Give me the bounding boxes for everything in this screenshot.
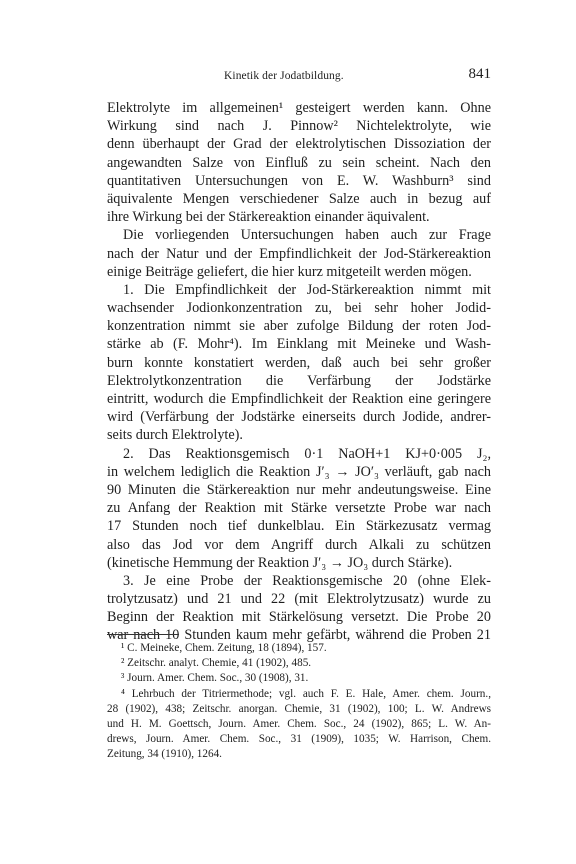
text-line: trolytzusatz) und 21 und 22 (mit Elektrolytzusatz) wurde zu [107, 591, 491, 608]
text-line: konzentration nimmt sie aber zufolge Bildung der roten Jod- [107, 318, 491, 335]
text-line: ihre Wirkung bei der Stärkereaktion einander äquivalent. [107, 209, 430, 226]
text-line: wachsender Jodionkonzentration zu, bei sehr hoher Jodid- [107, 300, 491, 317]
text-line: Die vorliegenden Untersuchungen haben auch zur Frage [123, 227, 491, 244]
text-line: äquivalente Mengen verschiedener Salze auch in bezug auf [107, 190, 491, 207]
text-line: Elektrolytkonzentration die Verfärbung der Jodstärke [107, 372, 491, 389]
text-line: in welchem lediglich die Reaktion J′₃ → JO′₃ verläuft, gab nach [107, 463, 491, 480]
page-header [107, 63, 491, 85]
text-line: also das Jod vor dem Angriff durch Alkali zu schützen [107, 536, 491, 553]
text-line: Wirkung sind nach J. Pinnow² Nichtelektrolyte, wie [107, 118, 491, 135]
text-line: wird (Verfärbung der Jodstärke einerseits durch Jodide, andrer- [107, 409, 491, 426]
text-line: 3. Je eine Probe der Reaktionsgemische 20 (ohne Elek- [123, 572, 491, 589]
footnote-line: drews, Journ. Amer. Chem. Soc., 31 (1909), 1035; W. Harrison, Chem. [107, 733, 491, 746]
footnote-line: ¹ C. Meineke, Chem. Zeitung, 18 (1894), 157. [121, 642, 327, 654]
running-title: Kinetik der Jodatbildung. [224, 70, 344, 82]
footnotes [107, 641, 491, 763]
text-line: quantitativen Untersuchungen von E. W. Washburn³ sind [107, 172, 491, 189]
text-line: (kinetische Hemmung der Reaktion J′₃ → JO₃ durch Stärke). [107, 554, 453, 571]
footnote-line: ³ Journ. Amer. Chem. Soc., 30 (1908), 31. [121, 672, 309, 685]
text-line: Beginn der Reaktion mit Stärkelösung versetzt. Die Probe 20 [107, 609, 491, 626]
text-line: 2. Das Reaktionsgemisch 0·1 NaOH+1 KJ+0·005 J₂, [123, 445, 491, 462]
text-line: burn konnte konstatiert werden, daß auch bei sehr großer [107, 354, 491, 371]
text-line: einige Beiträge geliefert, die hier kurz mitgeteilt werden mögen. [107, 263, 472, 280]
text-line: Elektrolyte im allgemeinen¹ gesteigert werden kann. Ohne [107, 100, 491, 116]
text-line: denn überhaupt der Grad der elektrolytischen Dissoziation der [107, 136, 491, 153]
footnote-line: ⁴ Lehrbuch der Titriermethode; vgl. auch F. E. Hale, Amer. chem. Journ., [121, 687, 491, 700]
text-line: war nach 10 Stunden kaum mehr gefärbt, während die Proben 21 [107, 627, 491, 644]
footnote-line: und H. M. Goettsch, Journ. Amer. Chem. Soc., 24 (1902), 865; L. W. An- [107, 717, 491, 730]
text-line: 1. Die Empfindlichkeit der Jod-Stärkereaktion nimmt mit [123, 281, 491, 298]
text-line: 90 Minuten die Stärkereaktion nur mehr andeutungsweise. Eine [107, 481, 491, 498]
text-line: eintritt, wodurch die Empfindlichkeit der Reaktion eine geringere [107, 391, 491, 407]
footnote-line: 28 (1902), 438; Zeitschr. anorgan. Chemie, 31 (1902), 100; L. W. Andrews [107, 702, 491, 715]
text-line: seits durch Elektrolyte). [107, 427, 243, 444]
page-number: 841 [468, 66, 491, 82]
footnote-line: Zeitung, 34 (1910), 1264. [107, 748, 222, 761]
text-line: nach der Natur und der Empfindlichkeit der Jod-Stärkereaktion [107, 245, 491, 262]
body-text [107, 99, 491, 645]
text-line: angewandten Salze von Einfluß zu sein scheint. Nach den [107, 154, 491, 171]
text-line: stärke ab (F. Mohr⁴). Im Einklang mit Meineke und Wash- [107, 336, 491, 353]
footnote-divider [107, 634, 179, 635]
text-line: zu Anfang der Reaktion mit Stärke versetzte Probe war nach [107, 500, 491, 517]
text-line: 17 Stunden noch tief dunkelblau. Ein Stärkezusatz vermag [107, 518, 491, 535]
footnote-line: ² Zeitschr. analyt. Chemie, 41 (1902), 485. [121, 657, 312, 670]
